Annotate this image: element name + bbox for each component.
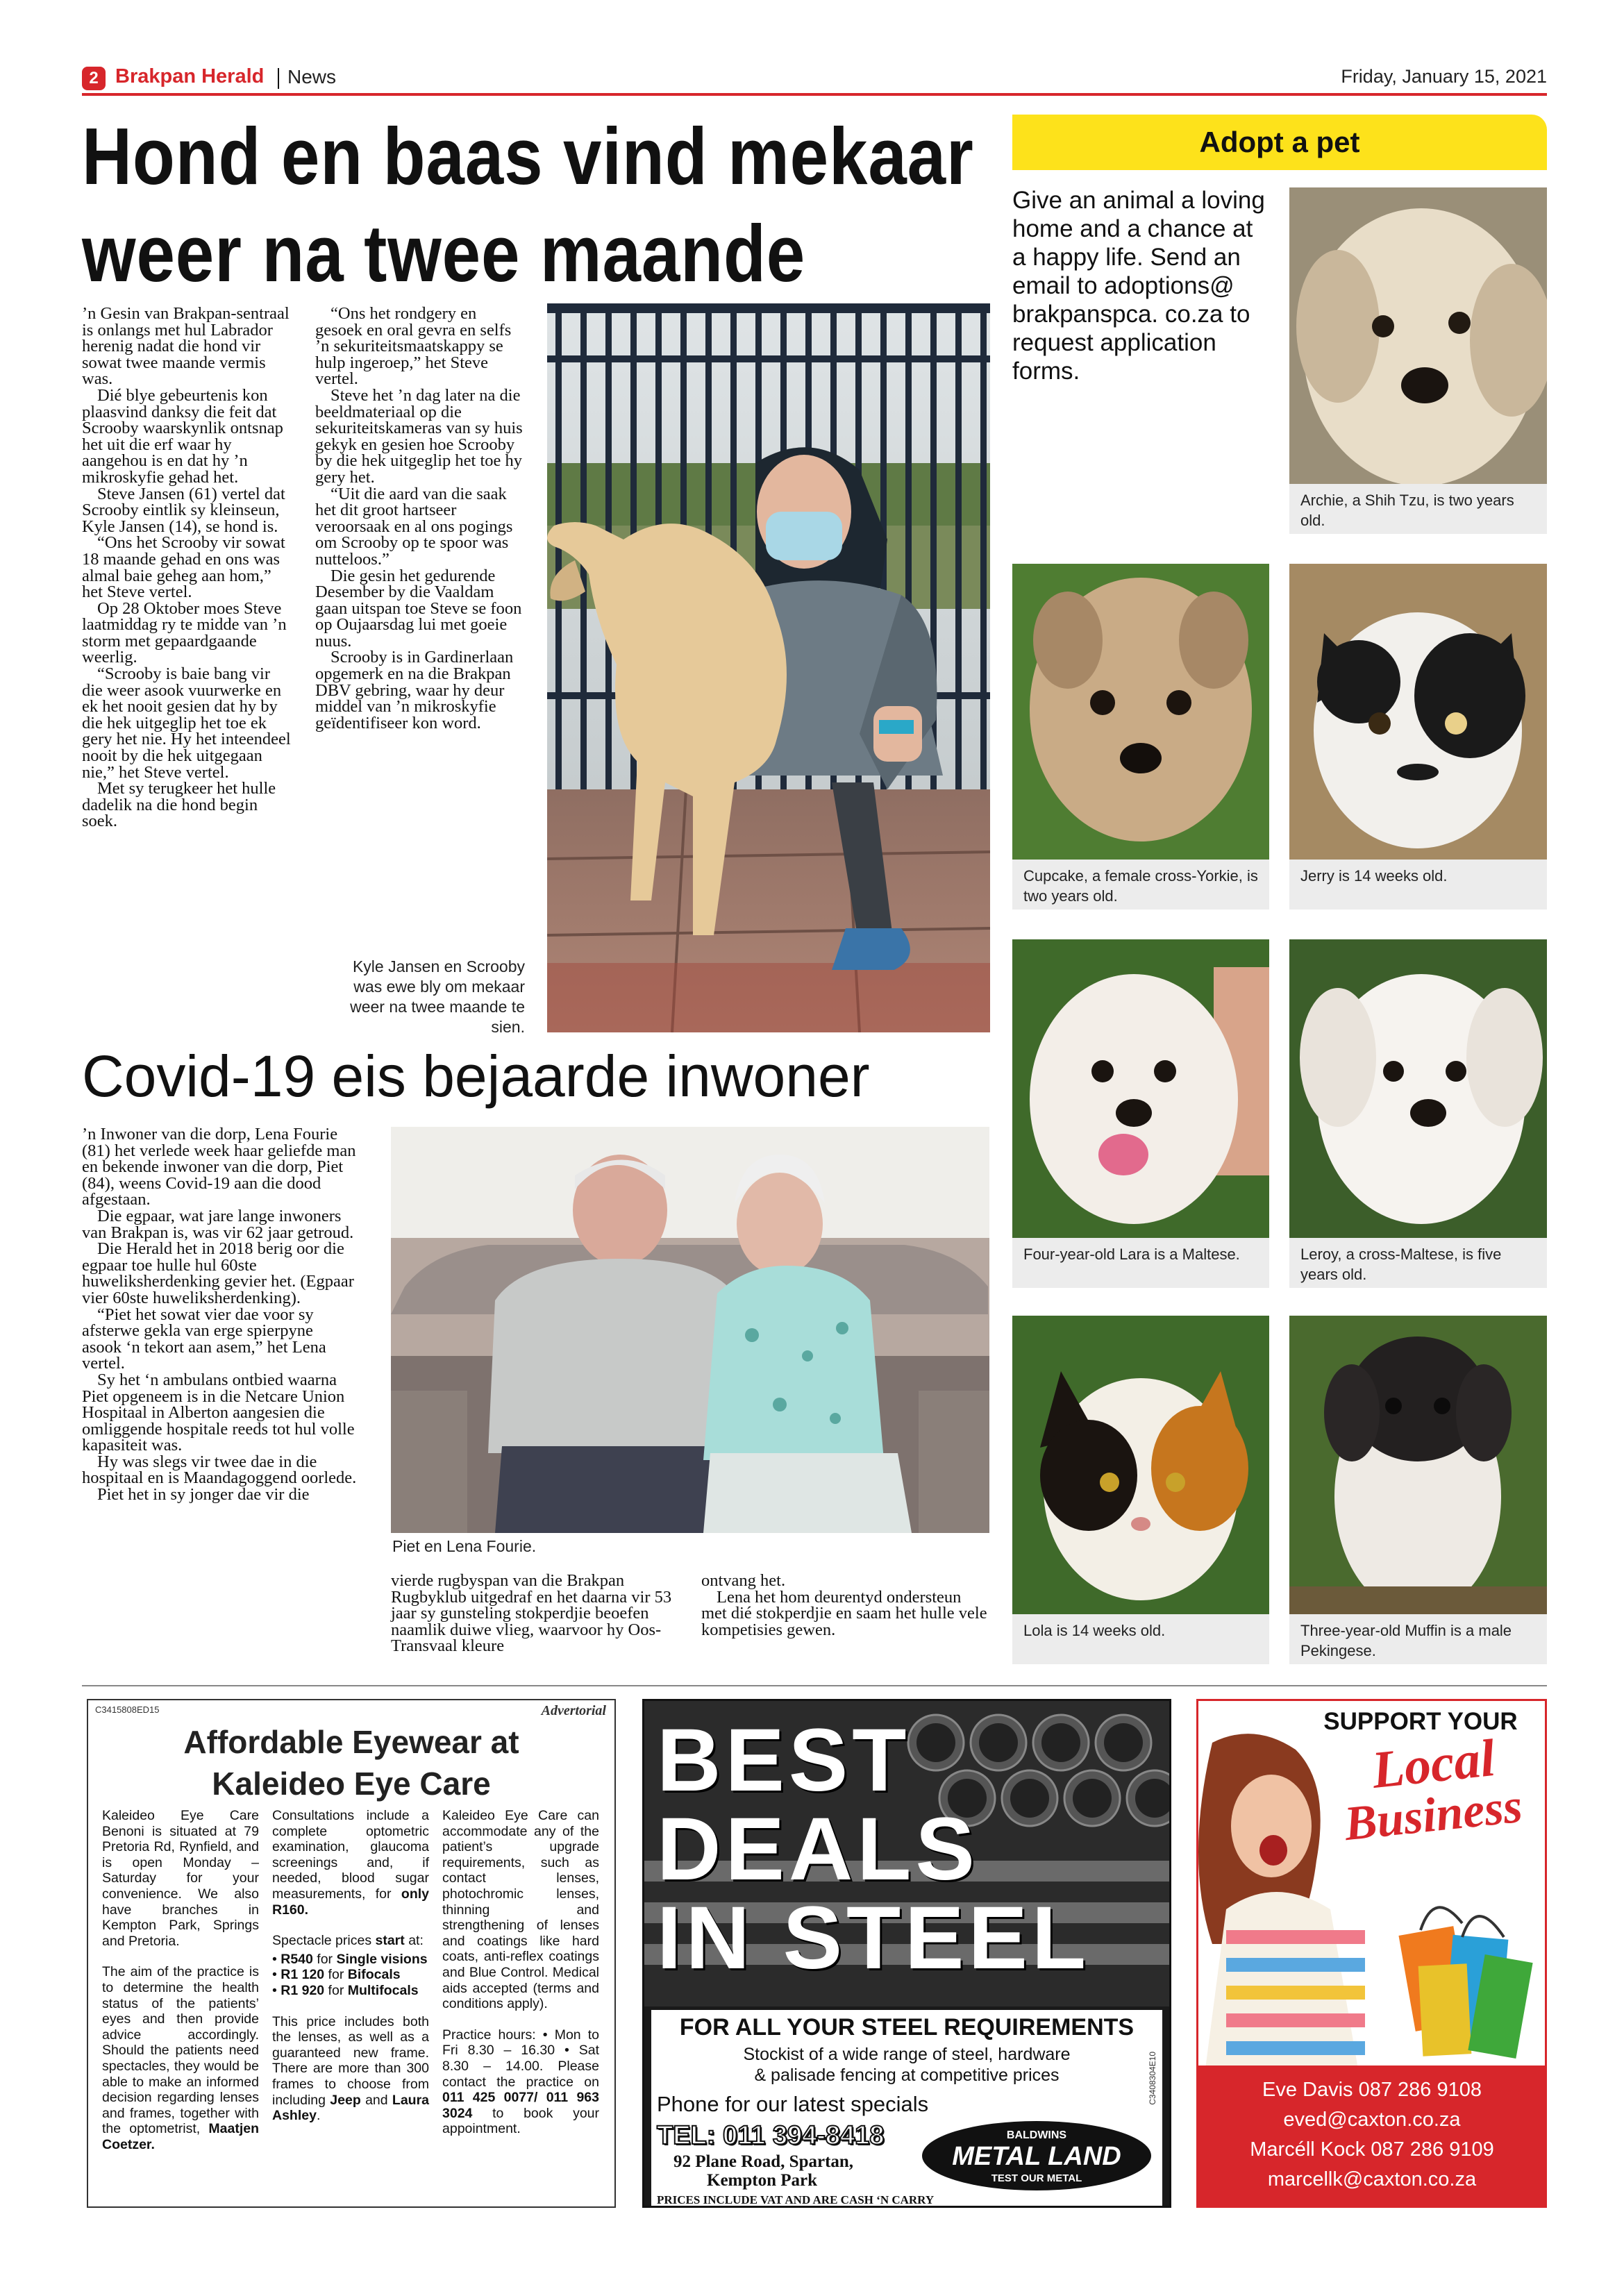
- paragraph: Scrooby is in Gardinerlaan opgemerk en na die Brakpan DBV gebring, waar hy deur middel van ’n mikroskyfie geïdentifiseer kon word.: [315, 648, 514, 732]
- ad-paragraph: [272, 1933, 429, 1949]
- paragraph: Die Herald het in 2018 berig oor die egpaar toe hulle hul 60ste huweliksherdenking gevier het. (Egpaar vier 60ste huweliksherdenking).: [82, 1239, 354, 1307]
- brand: Jeep: [330, 2092, 361, 2108]
- contact-marcell-phone: Marcéll Kock 087 286 9109: [1250, 2138, 1494, 2161]
- ad-eyewear: [87, 1699, 616, 2208]
- page-header: [82, 64, 1547, 96]
- price-item: • R1 920 for Multifocals: [272, 1982, 419, 1998]
- paragraph: “Uit die aard van die saak het dit groot hartseer veroorsaak en al ons pogings om Scrooby op te spoor was nutteloos.”: [315, 484, 513, 569]
- paragraph: Met sy terugkeer het hulle dadelik na die hond begin soek.: [82, 779, 276, 831]
- ad-title-line1: Affordable Eyewear at: [183, 1724, 519, 1760]
- steel-phone: TEL: 011 394-8418: [657, 2121, 885, 2150]
- steel-headline-line: DEALS: [657, 1800, 979, 1899]
- ad-text: The aim of the practice is to determine the health status of the patients’ eyes and then provide advice accordingly. Should the patients need spectacles, they would be able to make an informed decision regarding lenses and frames, together with the optometrist,: [102, 1964, 259, 2137]
- pet-caption: Four-year-old Lara is a Maltese.: [1012, 1238, 1269, 1288]
- ad-text: .: [316, 2108, 321, 2124]
- lens-type: Single visions: [336, 1951, 428, 1967]
- story2-column-1: [82, 1126, 357, 1503]
- paper-name: Brakpan Herald: [115, 65, 265, 87]
- paragraph: Steve Jansen (61) vertel dat Scrooby eintlik sy kleinseun, Kyle Jansen (14), se hond is.: [82, 484, 285, 536]
- story1-headline-line1: Hond en baas vind mekaar: [82, 111, 974, 201]
- ad-text: Practice hours: • Mon to Fri 8.30 – 16.30 • Sat 8.30 – 14.00. Please contact the practice on: [442, 2027, 599, 2090]
- pet-caption: Lola is 14 weeks old.: [1012, 1614, 1269, 1664]
- story2-column-2: [391, 1573, 681, 1654]
- support-contacts: [1198, 2065, 1546, 2208]
- shopper-illustration: [1198, 1729, 1546, 2069]
- lens-type: Bifocals: [347, 1967, 401, 1983]
- advertorial-tag: Advertorial: [541, 1703, 606, 1718]
- price-list: [272, 1952, 429, 1999]
- price-item: • R540 for Single visions: [272, 1951, 428, 1967]
- ad-eyewear-title: [88, 1721, 614, 1804]
- paragraph: Die egpaar, wat jare lange inwoners van Brakpan is, was vir 62 jaar getroud.: [82, 1206, 354, 1242]
- ad-paragraph: Kaleideo Eye Care Benoni is situated at 79 Pretoria Rd, Rynfield, and is open Monday – Saturday for your convenience. We also have branches in Kempton Park, Springs and Pretoria.: [102, 1808, 259, 1949]
- pet-caption: Leroy, a cross-Maltese, is five years old.: [1289, 1238, 1547, 1288]
- paragraph: Steve het ’n dag later na die beeldmateriaal op die sekuriteitskameras van sy huis gekyk en gesien hoe Scrooby by die hek uitgeglip het toe hy gery het.: [315, 385, 523, 487]
- story1-headline: [82, 108, 974, 302]
- ad-eyewear-col2: [272, 1808, 429, 2139]
- ad-text: for: [312, 1951, 337, 1967]
- ad-reference: C3415808ED15: [95, 1704, 160, 1715]
- adopt-banner: [1012, 115, 1547, 170]
- support-title: SUPPORT YOUR: [1323, 1708, 1518, 1735]
- header-rule: [82, 93, 1547, 96]
- ad-text: to book your appointment.: [442, 2105, 599, 2137]
- contact-eve-email[interactable]: eved@caxton.co.za: [1283, 2109, 1461, 2131]
- paragraph: ontvang het.: [701, 1571, 786, 1590]
- paragraph: Dié blye gebeurtenis kon plaasvind danksy die feit dat Scrooby waarskynlik ontsnap het uit die erf waar hy aangehou is en dat hy ’n mikroskyfie gehad het.: [82, 385, 283, 487]
- ad-support-local: [1196, 1699, 1547, 2208]
- section-name: News: [287, 66, 337, 87]
- pet-photo-lola: [1012, 1316, 1269, 1614]
- story2-column-3: [701, 1573, 990, 1638]
- optometrist-name: Maatjen Coetzer.: [102, 2121, 259, 2152]
- ad-steel: [642, 1699, 1171, 2208]
- paragraph: Piet het in sy jonger dae vir die: [97, 1485, 310, 1505]
- brand: Laura Ashley: [272, 2092, 430, 2124]
- ad-eyewear-col3: [442, 1808, 599, 2152]
- ad-text: at:: [408, 1933, 424, 1949]
- paragraph: Sy het ‘n ambulans ontbied waarna Piet opgeneem is in die Netcare Union Hospitaal in Alberton aangesien die omliggende hospitale reeds tot hul volle kapasiteit was.: [82, 1370, 355, 1455]
- ad-text: Consultations include a complete optometric examination, glaucoma screenings and, if needed, blood sugar measurements, for: [272, 1808, 429, 1902]
- ad-text: for: [324, 1982, 348, 1998]
- logo-main: METAL LAND: [952, 2142, 1121, 2171]
- pet-caption: Three-year-old Muffin is a male Pekingese.: [1289, 1614, 1547, 1664]
- paragraph: ’n Inwoner van die dorp, Lena Fourie (81) het verlede week haar geliefde man en bekende inwoner van die dorp, Piet (84), weens Covid-19 aan die dood afgestaan.: [82, 1125, 356, 1209]
- pet-caption: Archie, a Shih Tzu, is two years old.: [1289, 484, 1547, 534]
- story2-photo-couple: [391, 1127, 989, 1533]
- ad-text: Spectacle prices: [272, 1933, 372, 1949]
- story1-column-1: [82, 305, 294, 830]
- ad-paragraph: Kaleideo Eye Care can accommodate any of the patient’s upgrade requirements, such as contact lenses, photochromic lenses, thinning and strengthening of lenses and coatings like hard coats, anti-reflex coatings and Blue Control. Medical aids accepted (terms and conditions apply).: [442, 1808, 599, 2012]
- pet-photo-muffin: [1289, 1316, 1547, 1614]
- story2-photo-caption: Piet en Lena Fourie.: [392, 1537, 537, 1555]
- paragraph: ’n Gesin van Brakpan-sentraal is onlangs met hul Labrador herenig nadat die hond vir sowat twee maande vermis was.: [82, 304, 290, 389]
- steel-sub2: & palisade fencing at competitive prices: [754, 2065, 1060, 2085]
- header-divider: [278, 68, 279, 89]
- ads-divider: [82, 1685, 1547, 1686]
- paragraph: Op 28 Oktober moes Steve laatmiddag ry te midde van ’n storm met gepaardgaande weerlig.: [82, 598, 287, 667]
- story2-headline: Covid-19 eis bejaarde inwoner: [82, 1044, 870, 1109]
- adopt-intro: Give an animal a loving home and a chance at a happy life. Send an email to adoptions@ brakpanspca. co.za to request application forms.: [1012, 187, 1265, 385]
- support-script-local: Local: [1369, 1728, 1498, 1800]
- adopt-banner-text: Adopt a pet: [1199, 126, 1360, 158]
- price: R1 920: [281, 1982, 325, 1998]
- steel-tagline: FOR ALL YOUR STEEL REQUIREMENTS: [679, 2014, 1135, 2041]
- ad-text: for: [324, 1967, 348, 1983]
- phone-numbers: 011 425 0077/ 011 963 3024: [442, 2090, 599, 2121]
- pet-caption: Cupcake, a female cross-Yorkie, is two years old.: [1012, 860, 1269, 910]
- price-item: • R1 120 for Bifocals: [272, 1967, 401, 1983]
- ad-paragraph: [272, 1808, 429, 1918]
- logo-top: BALDWINS: [1006, 2129, 1067, 2141]
- steel-headline-line: BEST: [657, 1711, 911, 1810]
- price: R1 120: [281, 1967, 325, 1983]
- logo-bottom: TEST OUR METAL: [991, 2172, 1082, 2184]
- ad-title-line2: Kaleideo Eye Care: [212, 1766, 491, 1802]
- ad-paragraph: [442, 2027, 599, 2137]
- paragraph: “Scrooby is baie bang vir die weer asook vuurwerke en ek het nooit gesien dat hy by die hek uitgeglip het toe ek gery het nie. Hy het inteendeel nooit by die hek uitgegaan nie,” het Steve vertel.: [82, 664, 291, 782]
- paragraph: Die gesin het gedurende Desember by die Vaaldam gaan uitspan toe Steve se foon op Oujaarsdag lui met goeie nuus.: [315, 566, 522, 651]
- steel-address2: Kempton Park: [707, 2171, 818, 2190]
- contact-marcell-email[interactable]: marcellk@caxton.co.za: [1267, 2168, 1477, 2190]
- pet-photo-jerry: [1289, 564, 1547, 860]
- story1-column-2: [315, 305, 528, 731]
- support-script-business: Business: [1341, 1779, 1525, 1852]
- steel-footer: PRICES INCLUDE VAT AND ARE CASH ‘N CARRY: [651, 2193, 1162, 2207]
- steel-headline: [657, 1711, 1091, 1988]
- steel-headline-line: IN STEEL: [657, 1888, 1091, 1988]
- issue-date: Friday, January 15, 2021: [1341, 66, 1547, 87]
- paragraph: Lena het hom deurentyd ondersteun met dié stokperdjie en saam het hulle vele kompetisies gewen.: [701, 1587, 987, 1639]
- ad-text: and: [365, 2092, 388, 2108]
- price: R540: [281, 1951, 313, 1967]
- ad-paragraph: [102, 1964, 259, 2152]
- steel-address1: 92 Plane Road, Spartan,: [673, 2152, 854, 2171]
- pet-photo-archie: [1289, 187, 1547, 484]
- paragraph: vierde rugbyspan van die Brakpan Rugbyklub uitgedraf en het daarna vir 53 jaar sy gunsteling stokperdjie beoefen naamlik duiwe vlieg, waarvoor hy Oos-Transvaal kleure: [391, 1571, 672, 1656]
- contact-eve-phone: Eve Davis 087 286 9108: [1262, 2079, 1482, 2101]
- paragraph: “Ons het Scrooby vir sowat 18 maande gehad en ons was almal baie geheg aan hom,” het Steve vertel.: [82, 533, 285, 602]
- steel-info-panel: [651, 2010, 1162, 2196]
- paragraph: “Piet het sowat vier dae voor sy afsterwe gekla van erge spierpyne asook ‘n tekort aan asem,” het Lena vertel.: [82, 1305, 326, 1373]
- lens-type: Multifocals: [347, 1982, 419, 1998]
- story1-headline-line2: weer na twee maande: [82, 208, 806, 299]
- pet-caption: Jerry is 14 weeks old.: [1289, 860, 1547, 910]
- ad-text: This price includes both the lenses, as well as a guaranteed new frame. There are more than 300 frames to choose from including: [272, 2013, 429, 2108]
- story1-photo-caption: Kyle Jansen en Scrooby was ewe bly om mekaar weer na twee maande te sien.: [350, 957, 525, 1036]
- story1-photo-boy-and-dog: [547, 303, 990, 1032]
- metal-land-logo: [922, 2121, 1151, 2190]
- pet-photo-cupcake: [1012, 564, 1269, 860]
- steel-phone-label: Phone for our latest specials: [657, 2092, 929, 2116]
- pet-photo-lara: [1012, 939, 1269, 1238]
- paragraph: “Ons het rondgery en gesoek en oral gevra en selfs ’n sekuriteitsmaatskappy se hulp ingeroep,” het Steve vertel.: [315, 304, 512, 389]
- consult-price: only R160.: [272, 1886, 430, 1918]
- pet-photo-leroy: [1289, 939, 1547, 1238]
- steel-sub1: Stockist of a wide range of steel, hardware: [743, 2045, 1071, 2064]
- paragraph: Hy was slegs vir twee dae in die hospitaal en is Maandagoggend oorlede.: [82, 1452, 357, 1488]
- ad-text-bold: start: [375, 1933, 405, 1949]
- ad-paragraph: [272, 2014, 429, 2124]
- ad-eyewear-col1: [102, 1808, 259, 2168]
- page-number: 2: [82, 67, 106, 90]
- steel-ref: C3408304E10: [1148, 2052, 1157, 2105]
